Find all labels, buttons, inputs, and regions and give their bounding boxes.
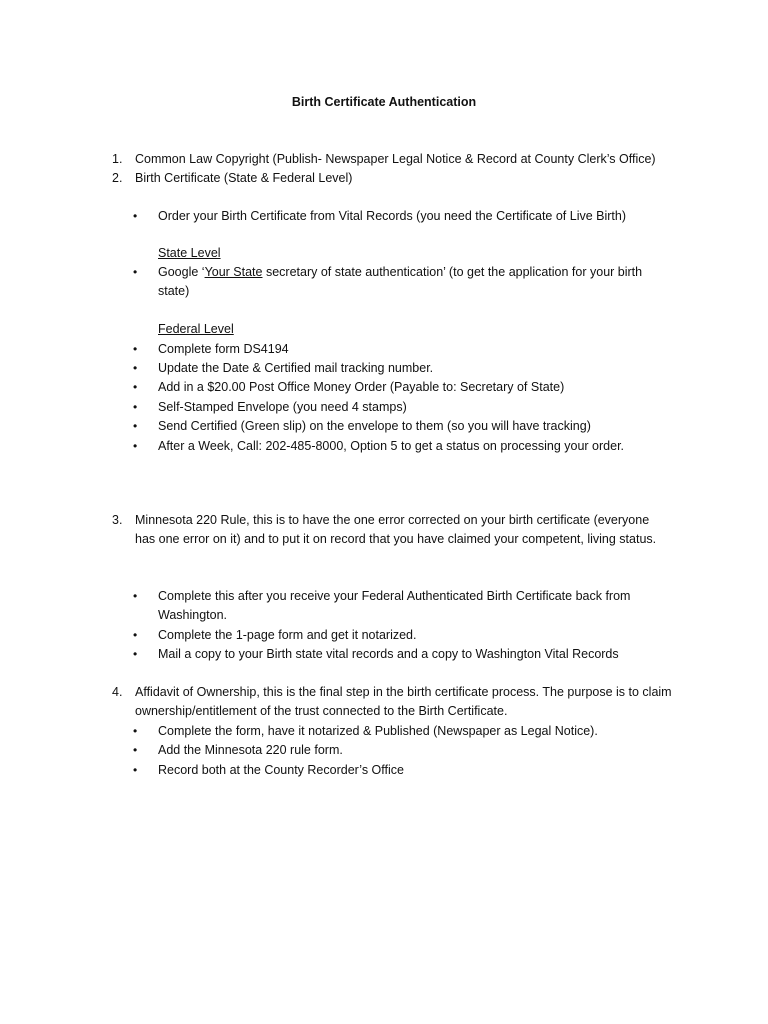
- google-prefix: Google ‘: [158, 265, 205, 279]
- item-number: 1.: [112, 152, 123, 166]
- bullet-icon: •: [133, 400, 138, 414]
- bullet-text: Complete the 1-page form and get it notarized.: [158, 628, 417, 642]
- bullet-text: Update the Date & Certified mail tracking number.: [158, 361, 434, 375]
- bullet-text: Mail a copy to your Birth state vital records and a copy to Washington Vital Records: [158, 647, 619, 661]
- federal-level-heading: Federal Level: [158, 322, 234, 336]
- document-title: Birth Certificate Authentication: [291, 95, 477, 109]
- bullet-icon: •: [133, 380, 138, 394]
- bullet-icon: •: [133, 419, 138, 433]
- your-state-underlined: Your State: [204, 265, 263, 279]
- bullet-text: Complete the form, have it notarized & Published (Newspaper as Legal Notice).: [158, 724, 598, 738]
- bullet-icon: •: [133, 763, 138, 777]
- item-text: Affidavit of Ownership, this is the final step in the birth certificate process. The purpose is to claim ownership/entitlement of the trust connected to the Birth Certificate.: [135, 685, 672, 719]
- bullet-text: Record both at the County Recorder’s Office: [158, 763, 404, 777]
- bullet-icon: •: [133, 361, 138, 375]
- bullet-text: Complete form DS4194: [158, 342, 289, 356]
- bullet-icon: •: [133, 743, 138, 757]
- bullet-text: Add in a $20.00 Post Office Money Order (Payable to: Secretary of State): [158, 380, 565, 394]
- bullet-icon: •: [133, 439, 138, 453]
- item-text: Minnesota 220 Rule, this is to have the one error corrected on your birth certificate (everyone has one error on it) and to put it on record that you have claimed your competent, living status.: [135, 513, 657, 547]
- item-number: 3.: [112, 513, 123, 527]
- bullet-icon: •: [133, 342, 138, 356]
- bullet-icon: •: [133, 647, 138, 661]
- bullet-icon: •: [133, 724, 138, 738]
- item-number: 4.: [112, 685, 123, 699]
- bullet-icon: •: [133, 589, 138, 603]
- bullet-text: Send Certified (Green slip) on the envelope to them (so you will have tracking): [158, 419, 591, 433]
- state-level-heading: State Level: [158, 246, 221, 260]
- bullet-text: Complete this after you receive your Federal Authenticated Birth Certificate back from Washington.: [158, 589, 631, 623]
- item-text: Birth Certificate (State & Federal Level): [135, 171, 353, 185]
- bullet-icon: •: [133, 628, 138, 642]
- bullet-text: Self-Stamped Envelope (you need 4 stamps): [158, 400, 407, 414]
- bullet-text: Order your Birth Certificate from Vital Records (you need the Certificate of Live Birth): [158, 209, 627, 223]
- bullet-icon: •: [133, 265, 138, 279]
- bullet-text: [158, 263, 668, 302]
- item-text: Common Law Copyright (Publish- Newspaper Legal Notice & Record at County Clerk’s Office): [135, 152, 656, 166]
- bullet-icon: •: [133, 209, 138, 223]
- bullet-text: After a Week, Call: 202-485-8000, Option 5 to get a status on processing your order.: [158, 439, 625, 453]
- bullet-text: Add the Minnesota 220 rule form.: [158, 743, 343, 757]
- item-number: 2.: [112, 171, 123, 185]
- google-suffix: secretary of state authentication’ (to get the application for your birth state): [158, 265, 643, 299]
